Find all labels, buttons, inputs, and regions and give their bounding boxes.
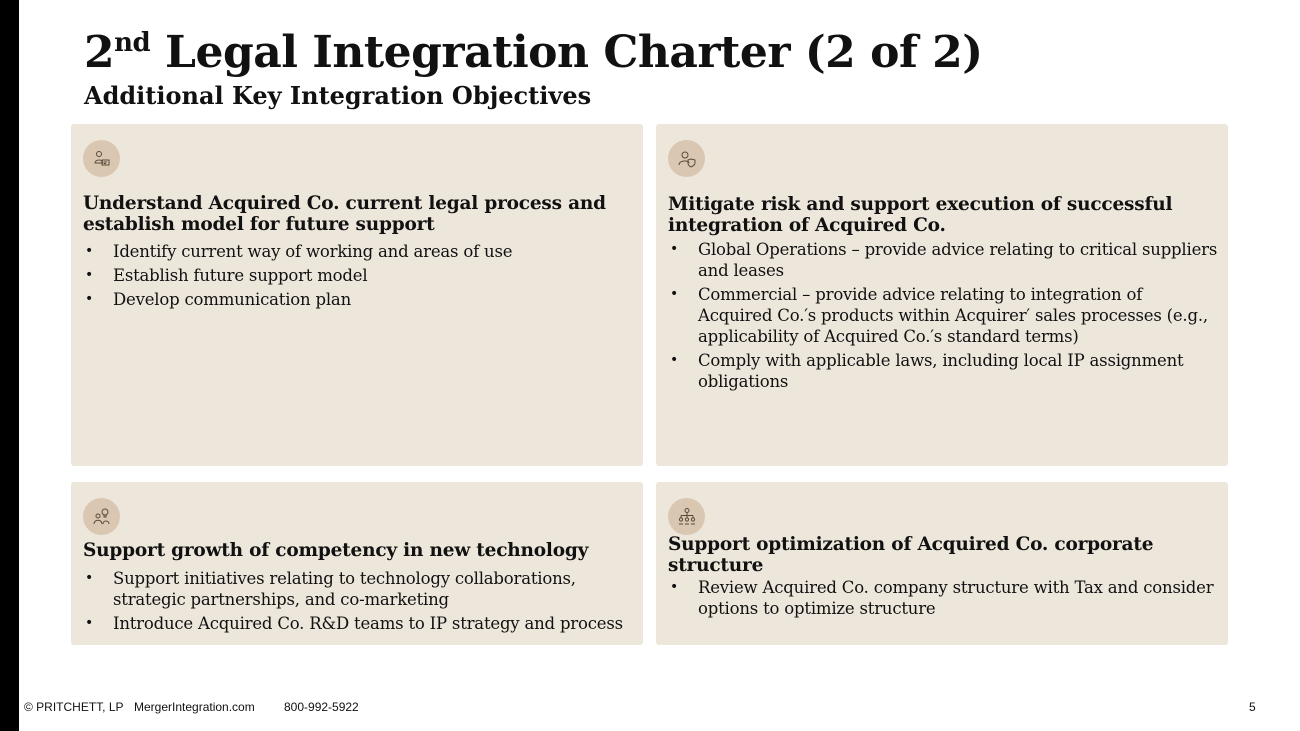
card-heading: Understand Acquired Co. current legal process and establish model for future support xyxy=(83,193,606,235)
list-item: • Introduce Acquired Co. R&D teams to IP strategy and process xyxy=(83,613,633,634)
footer-website: MergerIntegration.com xyxy=(134,700,255,714)
objective-card-technology-growth xyxy=(71,482,643,645)
footer-copyright: © PRITCHETT, LP xyxy=(24,700,124,714)
list-item: • Comply with applicable laws, including local IP assignment obligations xyxy=(668,350,1218,392)
title-main: Legal Integration Charter (2 of 2) xyxy=(150,27,983,78)
people-process-icon xyxy=(83,140,120,177)
list-item: • Establish future support model xyxy=(83,265,633,286)
title-prefix: 2 xyxy=(84,27,115,78)
page-title xyxy=(84,26,983,80)
card-heading: Mitigate risk and support execution of successful integration of Acquired Co. xyxy=(668,194,1173,236)
list-item: • Review Acquired Co. company structure with Tax and consider options to optimize structure xyxy=(668,577,1218,619)
footer-phone: 800-992-5922 xyxy=(284,700,359,714)
card-heading: Support optimization of Acquired Co. corporate structure xyxy=(668,534,1154,576)
page-subtitle: Additional Key Integration Objectives xyxy=(84,81,592,110)
objective-card-legal-process xyxy=(71,124,643,466)
list-item: • Commercial – provide advice relating to integration of Acquired Co.′s products within Acquirer′ sales processes (e.g., applicability of Acquired Co.′s standard terms) xyxy=(668,284,1218,347)
list-item: • Develop communication plan xyxy=(83,289,633,310)
org-structure-icon xyxy=(668,498,705,535)
objective-card-mitigate-risk xyxy=(656,124,1228,466)
list-item: • Support initiatives relating to technology collaborations, strategic partnerships, and co-marketing xyxy=(83,568,633,610)
card-bullet-list xyxy=(83,568,633,637)
page-number: 5 xyxy=(1249,700,1256,714)
card-bullet-list xyxy=(668,239,1218,395)
list-item: • Identify current way of working and areas of use xyxy=(83,241,633,262)
card-bullet-list xyxy=(83,241,633,313)
person-shield-icon xyxy=(668,140,705,177)
card-bullet-list xyxy=(668,577,1218,622)
list-item: • Global Operations – provide advice relating to critical suppliers and leases xyxy=(668,239,1218,281)
objective-card-corporate-structure xyxy=(656,482,1228,645)
growth-idea-icon xyxy=(83,498,120,535)
card-heading: Support growth of competency in new technology xyxy=(83,540,589,561)
left-edge-bar xyxy=(0,0,19,731)
title-superscript: nd xyxy=(114,28,151,58)
